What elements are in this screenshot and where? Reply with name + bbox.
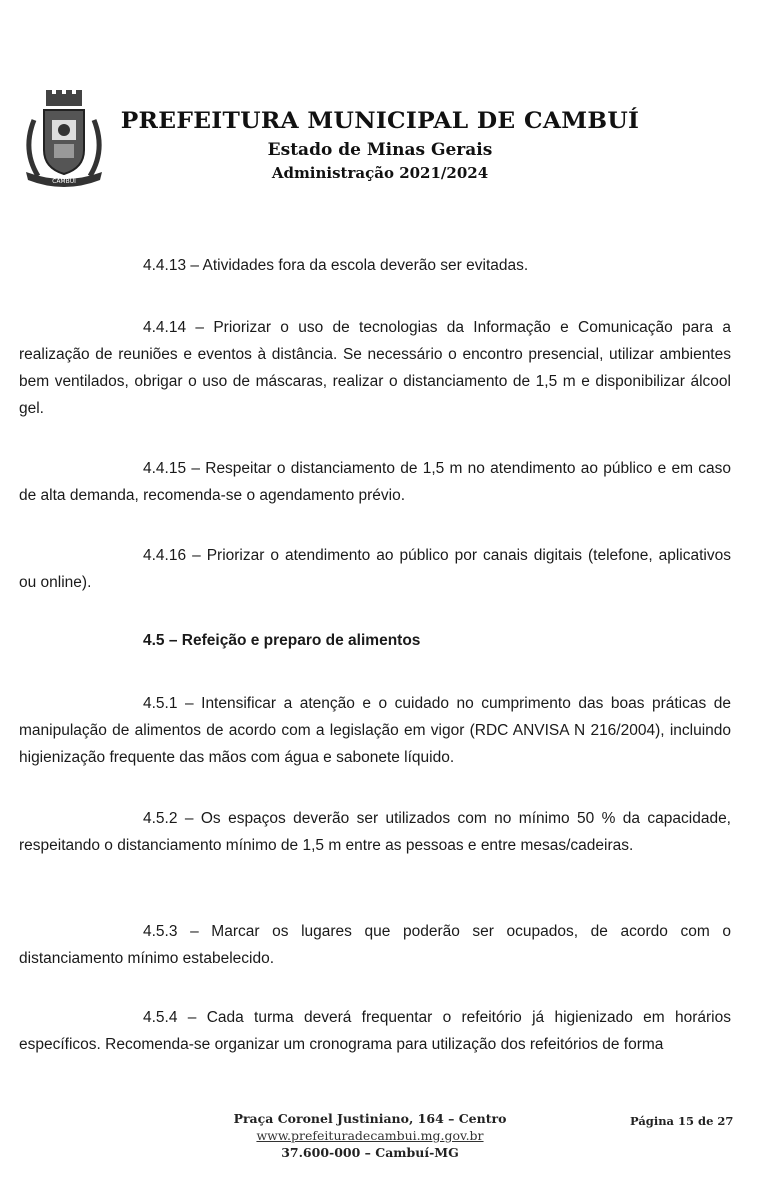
paragraph-4-4-13: 4.4.13 – Atividades fora da escola deverão ser evitadas. [143,257,529,274]
paragraph-4-4-14: 4.4.14 – Priorizar o uso de tecnologias da Informação e Comunicação para a realização de reuniões e eventos à distância. Se necessário o encontro presencial, utilizar ambientes bem ventilados, obrigar o uso de máscaras, realizar o distanciamento de 1,5 m e disponibilizar álcool gel. [19,319,731,417]
page-footer [0,1110,768,1180]
crest-banner-text: CAMBUÍ [52,178,76,185]
page-number: Página 15 de 27 [630,1114,734,1128]
paragraph-4-5-1: 4.5.1 – Intensificar a atenção e o cuidado no cumprimento das boas práticas de manipulação de alimentos de acordo com a legislação em vigor (RDC ANVISA N 216/2004), incluindo higienização frequente das mãos com água e sabonete líquido. [19,695,731,766]
municipal-coat-of-arms-icon [16,90,112,190]
paragraph-4-5-4: 4.5.4 – Cada turma deverá frequentar o refeitório já higienizado em horários específicos. Recomenda-se organizar um cronograma para utilização dos refeitórios de forma [19,1009,731,1053]
footer-website-link[interactable]: www.prefeituradecambui.mg.gov.br [256,1128,484,1143]
paragraph-4-5-2: 4.5.2 – Os espaços deverão ser utilizados com no mínimo 50 % da capacidade, respeitando o distanciamento mínimo de 1,5 m entre as pessoas e entre mesas/cadeiras. [19,810,731,854]
state-subtitle: Estado de Minas Gerais [267,140,493,160]
section-heading-4-5: 4.5 – Refeição e preparo de alimentos [143,632,421,649]
paragraph-4-5-3: 4.5.3 – Marcar os lugares que poderão ser ocupados, de acordo com o distanciamento mínimo estabelecido. [19,923,731,967]
administration-period: Administração 2021/2024 [271,164,489,182]
footer-cep: 37.600-000 – Cambuí-MG [281,1145,459,1160]
letterhead [0,0,768,200]
footer-address: Praça Coronel Justiniano, 164 – Centro [233,1111,507,1126]
municipality-title: PREFEITURA MUNICIPAL DE CAMBUÍ [120,108,640,134]
paragraph-4-4-15: 4.4.15 – Respeitar o distanciamento de 1,5 m no atendimento ao público e em caso de alta demanda, recomenda-se o agendamento prévio. [19,460,731,504]
paragraph-4-4-16: 4.4.16 – Priorizar o atendimento ao público por canais digitais (telefone, aplicativos ou online). [19,547,731,591]
